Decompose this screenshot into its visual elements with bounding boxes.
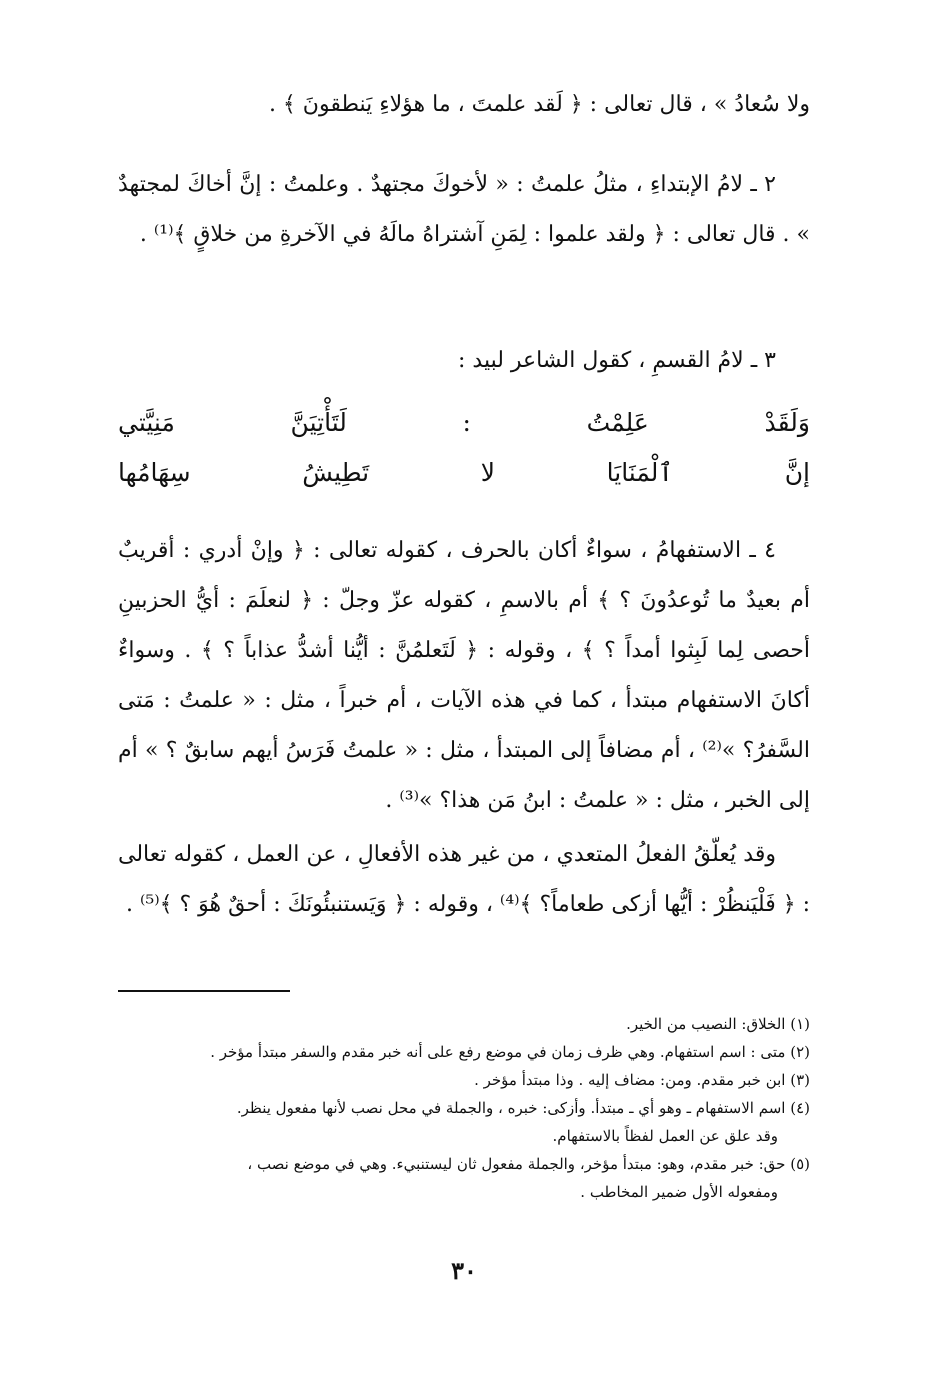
footnote-divider <box>118 990 290 992</box>
paragraph-item-5: وقد يُعلّقُ الفعلُ المتعدي ، من غير هذه الأفعالِ ، عن العمل ، كقوله تعالى : ﴿ فَلْيَنظُرْ : أيُّها أزكى طعاماً؟ ﴾⁽⁴⁾ ، وقوله : ﴿ وَيَستنبئُونَكَ : أحقٌ هُوَ ؟ ﴾⁽⁵⁾ . <box>118 842 810 917</box>
verse-line-1: وَلَقَدْ عَلِمْتُ : لَتَأْتِيَنَّ مَنِيَّتي <box>118 408 810 437</box>
paragraph-item-2: ٢ ـ لامُ الإبتداءِ ، مثلُ علمتُ : « لأخوكَ مجتهدٌ . وعلمتُ : إنَّ أخاكَ لمجتهدٌ » . قال تعالى : ﴿ ولقد علموا : لِمَنِ آشتراهُ مالَهُ في الآخرةِ من خلاقٍ ﴾⁽¹⁾ . <box>118 172 810 247</box>
footnotes <box>118 1010 810 1206</box>
footnote-4 <box>118 1094 810 1150</box>
footnote-5 <box>118 1150 810 1206</box>
footnote-3 <box>118 1066 810 1094</box>
paragraph-continuation: ولا سُعادُ » ، قال تعالى : ﴿ لَقد علمتَ ، ما هؤلاءِ يَنطقونَ ﴾ . <box>268 92 810 117</box>
paragraph-item-4: ٤ ـ الاستفهامُ ، سواءٌ أكان بالحرف ، كقوله تعالى : ﴿ وإنْ أدري : أقريبٌ أم بعيدٌ ما تُوعدُونَ ؟ ﴾ أم بالاسمِ ، كقوله عزّ وجلّ : ﴿ لنعلَمَ : أيُّ الحزبينِ أحصى لِما لَبِثوا أمداً ؟ ﴾ ، وقوله : ﴿ لَتَعلمُنَّ : أيُّنا أشدُّ عذاباً ؟ ﴾ . وسواءٌ أكانَ الاستفهام مبتدأ ، كما في هذه الآيات ، أم خبراً ، مثل : « علمتُ : مَتى السَّفرُ؟ »⁽²⁾ ، أم مضافاً إلى المبتدأ ، مثل : « علمتُ فَرَسُ أيهم سابقٌ ؟ » أم إلى الخبر ، مثل : « علمتُ : ابنُ مَن هذا؟ »⁽³⁾ . <box>118 538 810 813</box>
paragraph-item-3: ٣ ـ لامُ القسمِ ، كقول الشاعر لبيد : <box>457 348 776 373</box>
footnote-text: (١) الخلاق: النصيب من الخير. <box>626 1015 810 1033</box>
page-number: ٣٠ <box>451 1256 477 1285</box>
footnote-2 <box>118 1038 810 1066</box>
footnote-text: (٤) اسم الاستفهام ـ وهو أي ـ مبتدأ. وأزكى: خبره ، والجملة في محل نصب لأنها مفعول ينظر. <box>236 1099 810 1117</box>
footnote-continuation: وقد علق عن العمل لفظاً بالاستفهام. <box>552 1127 778 1145</box>
footnote-continuation: ومفعوله الأول ضمير المخاطب . <box>580 1183 778 1201</box>
footnote-1 <box>118 1010 810 1038</box>
footnote-text: (٣) ابن خبر مقدم. ومن: مضاف إليه . وذا مبتدأ مؤخر . <box>474 1071 810 1089</box>
footnote-text: (٢) متى : اسم استفهام. وهي ظرف زمان في موضع رفع على أنه خبر مقدم والسفر مبتدأ مؤخر . <box>210 1043 810 1061</box>
footnote-text: (٥) حق: خبر مقدم، وهو: مبتدأ مؤخر، والجملة مفعول ثان ليستنبيء. وهي في موضع نصب ، <box>247 1155 810 1173</box>
verse-line-2: إنَّ ٱلْمَنَايَا لا تَطِيشُ سِهَامُها <box>118 458 810 487</box>
